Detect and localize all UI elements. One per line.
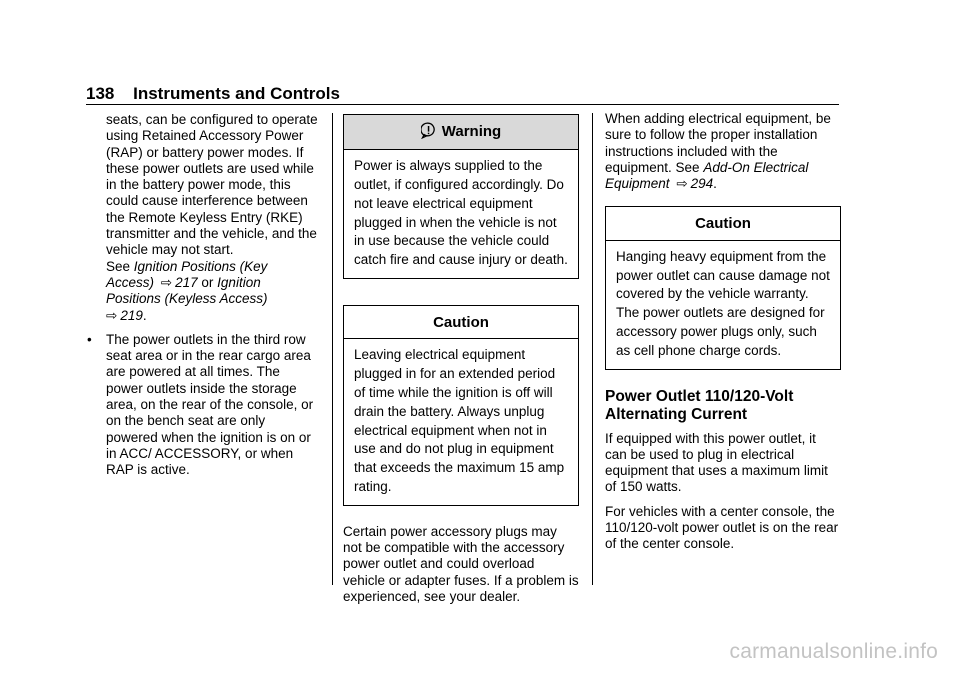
body-paragraph: seats, can be configured to operate using Retained Accessory Power (RAP) or battery power modes. If these power outlets are used while in the battery power mode, this could cause interference between the Remote Keyless Entry (RKE) transmitter and the vehicle, and the vehicle may not start. See Ignition Positions (Key Access) ⇨ 217 or Ignition Positions (Keyless Access) ⇨ 219. (106, 112, 318, 323)
caution-heading: Caution (344, 306, 578, 339)
page-reference-arrow-icon: ⇨ (676, 176, 688, 192)
column-1 (86, 112, 318, 479)
warning-heading: Warning (344, 115, 578, 150)
page-title: Instruments and Controls (133, 84, 340, 103)
warning-box (343, 114, 579, 279)
list-item: • The power outlets in the third row seat area or in the rear cargo area are powered at all times. The power outlets inside the storage area, on the rear of the console, or on the bench seat are only powered when the ignition is on or in ACC/ ACCESSORY, or when RAP is active. (87, 331, 314, 478)
column-2 (343, 114, 579, 605)
body-paragraph: Certain power accessory plugs may not be compatible with the accessory power outlet and could overload vehicle or adapter fuses. If a problem is experienced, see your dealer. (343, 523, 579, 604)
bullet-marker: • (87, 331, 92, 347)
caution-heading: Caution (606, 207, 840, 240)
body-paragraph: If equipped with this power outlet, it can be used to plug in electrical equipment that uses a maximum limit of 150 watts. (605, 430, 828, 495)
warning-symbol-icon (421, 122, 436, 143)
page-number: 138 (86, 84, 115, 103)
cross-reference-link[interactable]: Ignition Positions (Key Access) ⇨ 217 (106, 258, 268, 290)
section-heading: Power Outlet 110/120-Volt Alternating Current (605, 387, 794, 424)
caution-text: Leaving electrical equipment plugged in for an extended period of time while the ignition is off will drain the battery. Always unplug electrical equipment when not in use and do not plug in equipment that exceeds the maximum 15 amp rating. (354, 347, 565, 494)
caution-box (343, 305, 579, 506)
page-reference-arrow-icon: ⇨ (106, 307, 118, 323)
column-3 (605, 111, 841, 553)
column-divider-left (332, 113, 333, 585)
body-paragraph: For vehicles with a center console, the 110/120-volt power outlet is on the rear of the center console. (605, 503, 839, 552)
cross-reference-link[interactable]: Ignition Positions (Keyless Access) ⇨ 219 (106, 274, 268, 323)
column-divider-right (592, 113, 593, 585)
watermark: carmanualsonline.info (729, 640, 938, 663)
caution-text: Hanging heavy equipment from the power outlet can cause damage not covered by the vehicle warranty. The power outlets are designed for accessory power plugs only, such as cell phone charge cords. (616, 248, 830, 358)
body-paragraph: When adding electrical equipment, be sure to follow the proper installation instructions included with the equipment. See Add-On Electrical Equipment ⇨ 294. (605, 111, 831, 192)
page-header (86, 84, 340, 104)
page-reference-arrow-icon: ⇨ (160, 274, 173, 290)
caution-box (605, 206, 841, 369)
header-rule (86, 104, 839, 105)
warning-text: Power is always supplied to the outlet, if configured accordingly. Do not leave electrical equipment plugged in when the vehicle is not in use because the vehicle could catch fire and cause injury or death. (354, 158, 568, 268)
cross-reference-link[interactable]: Add-On Electrical Equipment ⇨ 294 (605, 159, 809, 192)
